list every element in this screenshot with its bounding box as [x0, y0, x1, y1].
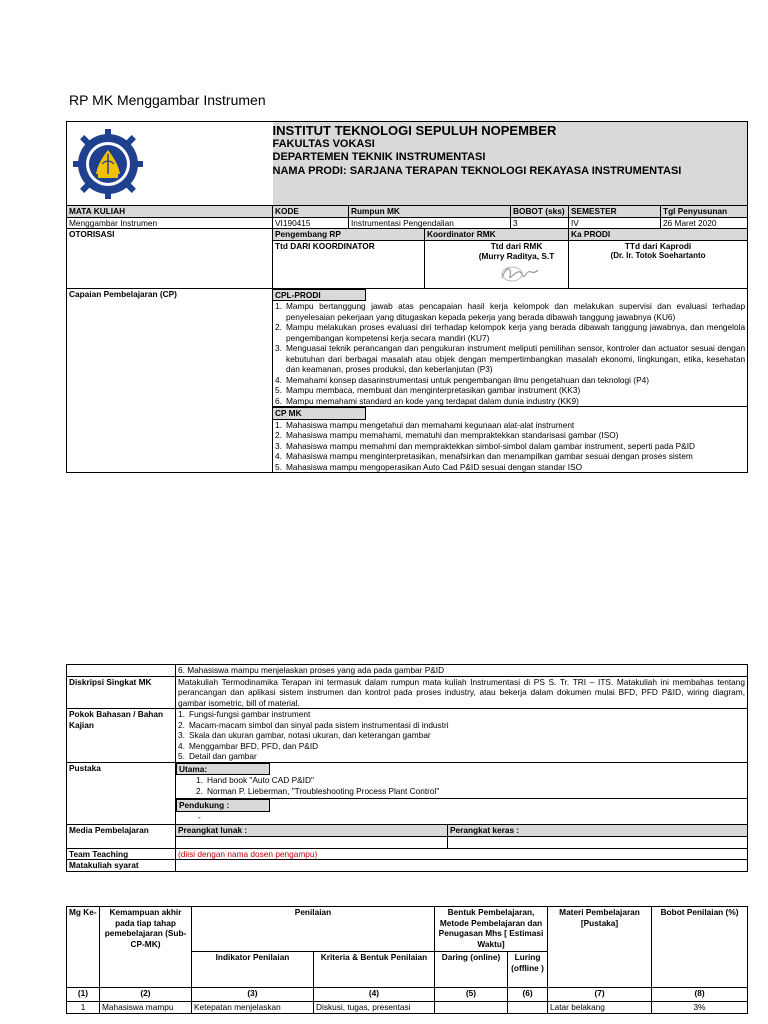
cpmk-item — [275, 441, 745, 452]
mk-syarat-label: Matakuliah syarat — [67, 860, 176, 872]
list-number: 1. — [275, 419, 282, 430]
header-indikator: Indikator Penilaian — [192, 952, 314, 988]
list-text: Mahasiswa mampu memahmi dan mempraktekkan simbol-simbol dalam gambar instrument, seperti pada P&ID — [286, 440, 696, 451]
koordinator-header: Koordinator RMK — [425, 229, 569, 241]
list-text: Mahasiswa mampu mengoperasikan Auto Cad P&ID sesuai dengan standar ISO — [286, 461, 583, 472]
list-text: Hand book "Auto CAD P&ID" — [207, 775, 314, 785]
col-bobot: BOBOT (sks) — [511, 206, 569, 218]
utama-label: Utama: — [176, 763, 270, 776]
table-cell: Ketepatan menjelaskan — [192, 1002, 314, 1014]
column-number: (5) — [435, 988, 508, 1002]
cpmk-item — [275, 462, 745, 473]
list-number: 5. — [275, 385, 282, 395]
col-tgl: Tgl Penyusunan — [661, 206, 748, 218]
pokok-bahasan-item — [178, 730, 745, 741]
pustaka-utama-item — [196, 786, 747, 797]
media-label: Media Pembelajaran — [67, 825, 176, 849]
list-number: 2. — [275, 322, 282, 332]
pustaka-utama-item — [196, 775, 747, 786]
pokok-bahasan-item — [178, 751, 745, 762]
cpl-list — [275, 301, 745, 406]
pokok-bahasan-label: Pokok Bahasan / Bahan Kajian — [67, 709, 176, 763]
otorisasi-label: OTORISASI — [67, 229, 273, 289]
list-text: Mahasiswa mampu memahami, mematuhi dan mempraktekkan standarisasi gambar (ISO) — [286, 430, 619, 440]
list-number: 1. — [196, 775, 203, 785]
list-text: Mampu melakukan proses evaluasi diri terhadap kelompok kerja yang berada dibawah tanggung jawabnya, dan mengelola pengembangan kompetensi kerja secara mandiri (KU7) — [286, 322, 746, 343]
table-cell: Diskusi, tugas, presentasi — [314, 1002, 435, 1014]
list-number: 3. — [275, 440, 282, 451]
table-cell: Latar belakang — [548, 1002, 652, 1014]
list-number: 5. — [178, 751, 185, 761]
cpl-item — [275, 322, 745, 343]
list-text: Memahami konsep dasarinstrumentasi untuk pengembangan ilmu pengetahuan dan teknologi (P4) — [286, 374, 649, 385]
value-tgl: 26 Maret 2020 — [661, 217, 748, 229]
list-text: Norman P. Lieberman, "Troubleshooting Process Plant Control" — [207, 785, 440, 796]
header-luring: Luring (offline ) — [508, 952, 548, 988]
list-number: 5. — [275, 461, 282, 472]
cp-mk-label: CP MK — [273, 407, 367, 420]
pustaka-label: Pustaka — [67, 762, 176, 825]
list-text: Detail dan gambar — [189, 751, 257, 761]
list-number: 3. — [178, 730, 185, 740]
list-text: Mampu memahami standard an kode yang terdapat dalam dunia industry (KK9) — [286, 395, 579, 406]
col-kode: KODE — [273, 206, 349, 218]
col-rumpun: Rumpun MK — [349, 206, 511, 218]
institute-name: INSTITUT TEKNOLOGI SEPULUH NOPEMBER — [272, 123, 557, 138]
column-number-row — [67, 988, 748, 1002]
its-logo — [72, 128, 144, 200]
pendukung-label: Pendukung : — [176, 799, 270, 812]
faculty-name: FAKULTAS VOKASI — [272, 137, 375, 150]
list-number: 4. — [275, 451, 282, 461]
list-text: Mahasiswa mampu menginterpretasikan, menafsirkan dan menampilkan gambar sesuai dengan proses sistem — [286, 451, 693, 461]
value-rumpun: Instrumentasi Pengendalian — [349, 217, 511, 229]
rps-detail-table — [66, 664, 748, 872]
value-bobot: 3 — [511, 217, 569, 229]
table-cell: 3% — [652, 1002, 748, 1014]
table-cell: Mahasiswa mampu — [100, 1002, 192, 1014]
document-title: RP MK Menggambar Instrumen — [69, 92, 266, 108]
column-number: (8) — [652, 988, 748, 1002]
schedule-table — [66, 906, 748, 1014]
table-cell — [435, 1002, 508, 1014]
cpmk-item — [275, 430, 745, 441]
pengembang-header: Pengembang RP — [273, 229, 425, 241]
koordinator-ttd: Ttd dari RMK — [490, 240, 543, 251]
list-number: 4. — [178, 740, 185, 751]
cpmk-item — [275, 420, 745, 431]
perangkat-lunak-label: Preangkat lunak : — [176, 825, 448, 837]
koordinator-name: (Murry Raditya, S.T — [478, 251, 555, 261]
perangkat-keras-label: Perangkat keras : — [448, 825, 748, 837]
pokok-bahasan-item — [178, 741, 745, 752]
column-number: (3) — [192, 988, 314, 1002]
handwritten-signature — [498, 262, 542, 284]
table-cell — [508, 1002, 548, 1014]
header-bentuk: Bentuk Pembelajaran, Metode Pembelajaran dan Penugasan Mhs [ Estimasi Waktu] — [435, 907, 548, 952]
list-number: 1. — [178, 709, 185, 719]
deskripsi-label: Diskripsi Singkat MK — [67, 676, 176, 709]
column-number: (1) — [67, 988, 100, 1002]
list-number: 3. — [275, 343, 282, 353]
header-penilaian: Penilaian — [192, 907, 435, 952]
cpl-prodi-label: CPL-PRODI — [273, 289, 367, 302]
rps-header-table — [66, 121, 748, 473]
list-text: Mahasiswa mampu mengetahui dan memahami kegunaan alat-alat instrument — [286, 419, 575, 430]
list-number: 2. — [196, 785, 203, 796]
header-mg: Mg Ke- — [67, 907, 100, 988]
cpl-item — [275, 375, 745, 386]
list-text: Macam-macam simbol dan sinyal pada sistem instrumentasi di industri — [189, 719, 449, 730]
list-number: 1. — [275, 301, 282, 311]
koordinator-signature — [425, 240, 569, 288]
cpmk-list — [275, 420, 745, 473]
department-name: DEPARTEMEN TEKNIK INSTRUMENTASI — [272, 151, 486, 163]
team-teaching-label: Team Teaching — [67, 848, 176, 860]
header-kemampuan: Kemampuan akhir pada tiap tahap pemebelajaran (Sub-CP-MK) — [100, 907, 192, 988]
value-kode: VI190415 — [273, 217, 349, 229]
cpl-item — [275, 301, 745, 322]
value-semester: IV — [569, 217, 661, 229]
list-number: 6. — [275, 395, 282, 406]
pengembang-signature: Ttd DARI KOORDINATOR — [273, 240, 425, 288]
header-daring: Daring (online) — [435, 952, 508, 988]
pendukung-dash: - — [198, 811, 201, 822]
kaprodi-ttd: TTd dari Kaprodi — [624, 240, 692, 251]
pokok-bahasan-item — [178, 709, 745, 720]
list-text: Skala dan ukuran gambar, notasi ukuran, dan keterangan gambar — [189, 730, 431, 740]
column-number: (2) — [100, 988, 192, 1002]
list-text: Fungsi-fungsi gambar instrument — [189, 709, 311, 719]
cpl-item — [275, 343, 745, 375]
kaprodi-signature — [569, 240, 748, 288]
table-row — [67, 1002, 748, 1014]
value-mata-kuliah: Menggambar Instrumen — [67, 217, 273, 229]
cpmk-item-6: 6. Mahasiswa mampu menjelaskan proses yang ada pada gambar P&ID — [176, 665, 748, 677]
column-number: (6) — [508, 988, 548, 1002]
list-number: 2. — [178, 719, 185, 730]
team-teaching-value: (diisi dengan nama dosen pengampu) — [176, 848, 748, 860]
list-text: Menggambar BFD, PFD, dan P&ID — [189, 740, 319, 751]
col-mata-kuliah: MATA KULIAH — [67, 206, 273, 218]
header-kriteria: Kriteria & Bentuk Penilaian — [314, 952, 435, 988]
list-text: Mampu membaca, membuat dan menginterpretasikan gambar instrument (KK3) — [286, 385, 581, 395]
pokok-bahasan-item — [178, 720, 745, 731]
header-bobot: Bobot Penilaian (%) — [652, 907, 748, 988]
table-cell: 1 — [67, 1002, 100, 1014]
cpl-item — [275, 385, 745, 396]
deskripsi-text: Matakuliah Termodinamika Terapan ini termasuk dalam rumpun mata kuliah Instrumentasi di PS S. Tr. TRI – ITS. Matakuliah ini membahas tentang perancangan dan aplikasi sistem instrumen dan kontrol pada proses industry, atau bekerja dalam dokumen mulai BFD, PFD P&ID, wiring diagram, gambar isometric, bill of material. — [176, 676, 748, 709]
prodi-name: NAMA PRODI: SARJANA TERAPAN TEKNOLOGI REKAYASA INSTRUMENTASI — [272, 164, 682, 177]
list-number: 4. — [275, 374, 282, 385]
kaprodi-header: Ka PRODI — [569, 229, 748, 241]
kaprodi-name: (Dr. Ir. Totok Soehartanto — [610, 251, 706, 260]
pokok-bahasan-list — [178, 709, 745, 762]
list-text: Mampu bertanggung jawab atas pencapaian hasil kerja kelompok dan melakukan supervisi dan evaluasi terhadap penyelesaian pekerjaan yang ditugaskan kepada pekerja yang berada dibawah tanggung jawabnya (KU6) — [286, 301, 746, 322]
cpl-item — [275, 396, 745, 407]
list-text: Menguasai teknik perancangan dan pengukuran instrument meliputi pemilihan sensor, kontroler dan actuator sesuai dengan kebutuhan dari berbagai masalah atau objek dengan mempertimbangkan masalah ekonomi, lingkungan, etika, kesehatan dan keamanan, proses produksi, dan keberlanjutan (P3) — [286, 343, 746, 374]
column-number: (4) — [314, 988, 435, 1002]
column-number: (7) — [548, 988, 652, 1002]
header-materi: Materi Pembelajaran [Pustaka] — [548, 907, 652, 988]
col-semester: SEMESTER — [569, 206, 661, 218]
list-number: 2. — [275, 430, 282, 440]
cpmk-item — [275, 451, 745, 462]
cp-label: Capaian Pembelajaran (CP) — [67, 288, 273, 473]
utama-list — [176, 775, 747, 796]
logo-cell — [67, 122, 273, 206]
